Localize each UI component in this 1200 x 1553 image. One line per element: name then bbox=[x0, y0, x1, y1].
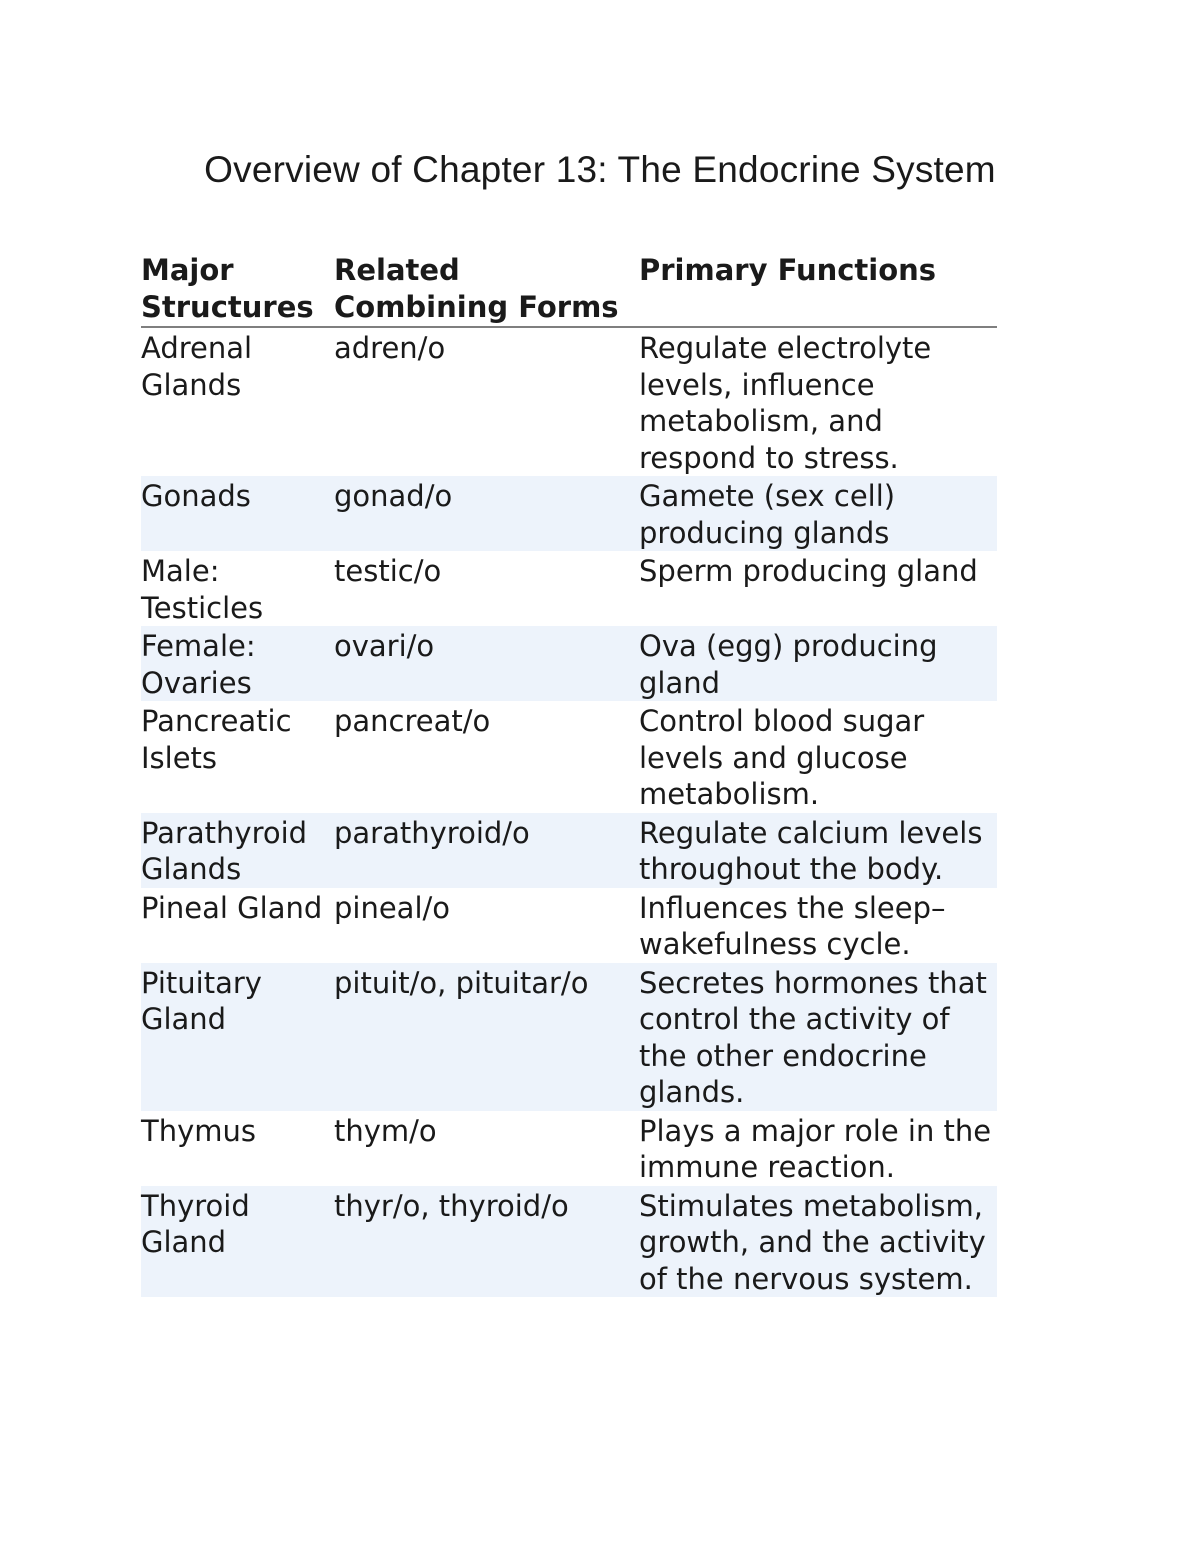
table-header-row bbox=[141, 252, 997, 328]
combining-form-cell: thym/o bbox=[334, 1113, 437, 1148]
table-row bbox=[141, 1186, 997, 1298]
function-cell: Secretes hormones that control the activity of the other endocrine glands. bbox=[639, 965, 987, 1109]
page-title: Overview of Chapter 13: The Endocrine System bbox=[204, 149, 996, 190]
combining-form-cell: ovari/o bbox=[334, 629, 435, 663]
function-cell: Influences the sleep–wakefulness cycle. bbox=[639, 890, 946, 961]
combining-form-cell: parathyroid/o bbox=[334, 815, 530, 850]
table-row bbox=[141, 1111, 997, 1186]
structure-cell: Male: Testicles bbox=[141, 554, 264, 625]
structure-cell: Gonads bbox=[141, 479, 251, 513]
function-cell: Regulate electrolyte levels, influence metabolism, and respond to stress. bbox=[639, 331, 932, 475]
structure-cell: Pineal Gland bbox=[141, 890, 323, 925]
function-cell: Sperm producing gland bbox=[639, 554, 978, 588]
structure-cell: Thyroid Gland bbox=[141, 1188, 250, 1259]
table-row bbox=[141, 626, 997, 701]
structure-cell: Pancreatic Islets bbox=[141, 704, 292, 775]
function-cell: Regulate calcium levels throughout the body. bbox=[639, 815, 983, 886]
structure-cell: Adrenal Glands bbox=[141, 331, 253, 402]
endocrine-table bbox=[141, 252, 997, 1297]
table-row bbox=[141, 963, 997, 1111]
combining-form-cell: testic/o bbox=[334, 554, 442, 588]
table-row bbox=[141, 701, 997, 813]
function-cell: Gamete (sex cell) producing glands bbox=[639, 479, 896, 550]
table-row bbox=[141, 888, 997, 963]
structure-cell: Parathyroid Glands bbox=[141, 815, 308, 886]
combining-form-cell: adren/o bbox=[334, 331, 446, 365]
function-cell: Plays a major role in the immune reaction. bbox=[639, 1113, 992, 1184]
table-row bbox=[141, 328, 997, 476]
combining-form-cell: pancreat/o bbox=[334, 704, 491, 738]
function-cell: Control blood sugar levels and glucose metabolism. bbox=[639, 704, 925, 811]
function-cell: Stimulates metabolism, growth, and the activity of the nervous system. bbox=[639, 1188, 986, 1296]
combining-form-cell: pineal/o bbox=[334, 890, 451, 925]
combining-form-cell: pituit/o, pituitar/o bbox=[334, 965, 589, 1000]
header-major-structures: Major Structures bbox=[141, 253, 314, 324]
combining-form-cell: gonad/o bbox=[334, 479, 453, 513]
structure-cell: Pituitary Gland bbox=[141, 965, 262, 1036]
structure-cell: Female: Ovaries bbox=[141, 629, 256, 700]
header-combining-forms: Related Combining Forms bbox=[334, 253, 619, 324]
function-cell: Ova (egg) producing gland bbox=[639, 629, 938, 700]
table-row bbox=[141, 551, 997, 626]
combining-form-cell: thyr/o, thyroid/o bbox=[334, 1188, 569, 1223]
structure-cell: Thymus bbox=[141, 1113, 256, 1148]
header-primary-functions: Primary Functions bbox=[639, 253, 937, 287]
table-row bbox=[141, 813, 997, 888]
table-row bbox=[141, 476, 997, 551]
